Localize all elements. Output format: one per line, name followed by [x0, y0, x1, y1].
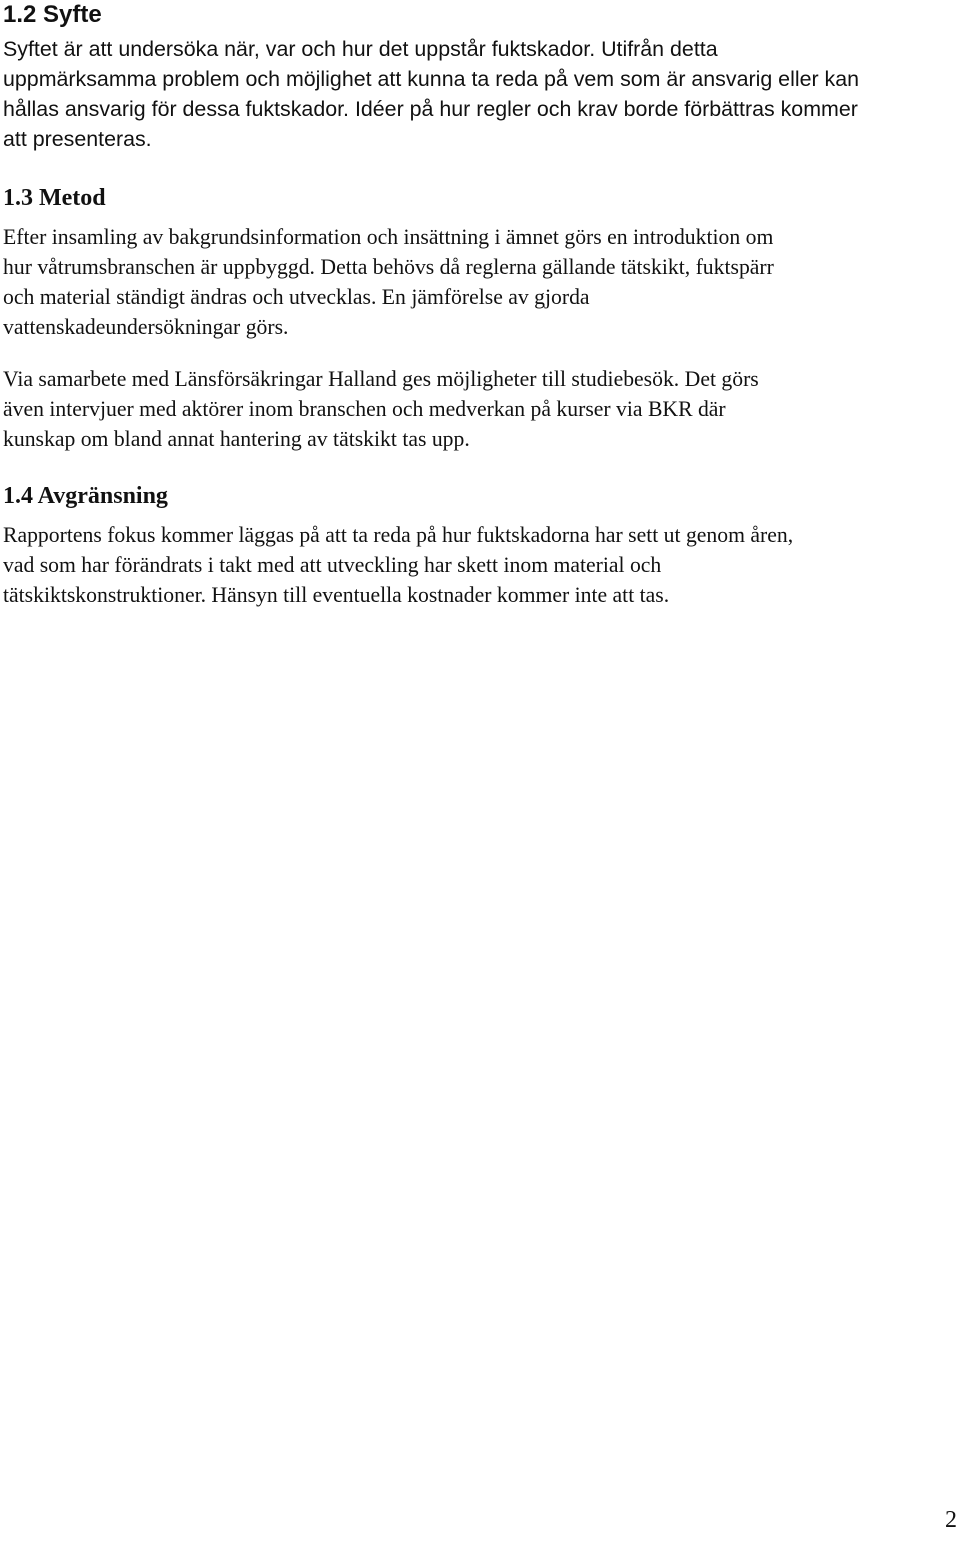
section-avgransning: [3, 483, 958, 607]
paragraph-line: kunskap om bland annat hantering av tätskikt tas upp.: [3, 427, 470, 451]
section-heading-avgransning: 1.4 Avgränsning: [3, 483, 168, 509]
paragraph-line: Syftet är att undersöka när, var och hur det uppstår fuktskador. Utifrån detta: [3, 37, 718, 61]
paragraph-line: vattenskadeundersökningar görs.: [3, 315, 289, 339]
paragraph-line: att presenteras.: [3, 127, 152, 151]
section-metod: [3, 185, 958, 451]
section-syfte: [3, 0, 958, 151]
paragraph-line: även intervjuer med aktörer inom branschen och medverkan på kurser via BKR där: [3, 397, 726, 421]
paragraph-line: vad som har förändrats i takt med att utveckling har skett inom material och: [3, 553, 662, 577]
paragraph-line: och material ständigt ändras och utvecklas. En jämförelse av gjorda: [3, 285, 590, 309]
section-heading-syfte: 1.2 Syfte: [3, 1, 102, 28]
paragraph-line: uppmärksamma problem och möjlighet att kunna ta reda på vem som är ansvarig eller kan: [3, 67, 860, 91]
paragraph-line: hållas ansvarig för dessa fuktskador. Idéer på hur regler och krav borde förbättras kommer: [3, 97, 858, 121]
page-number: 2: [945, 1507, 957, 1533]
paragraph-line: Efter insamling av bakgrundsinformation och insättning i ämnet görs en introduktion om: [3, 225, 774, 249]
paragraph-line: hur våtrumsbranschen är uppbyggd. Detta behövs då reglerna gällande tätskikt, fuktspärr: [3, 255, 774, 279]
paragraph-syfte: [3, 34, 859, 154]
section-heading-metod: 1.3 Metod: [3, 185, 106, 211]
paragraph-line: Via samarbete med Länsförsäkringar Halland ges möjligheter till studiebesök. Det görs: [3, 367, 759, 391]
paragraph-line: Rapportens fokus kommer läggas på att ta reda på hur fuktskadorna har sett ut genom åren,: [3, 523, 794, 547]
paragraph-metod-2: [3, 364, 759, 454]
paragraph-line: tätskiktskonstruktioner. Hänsyn till eventuella kostnader kommer inte att tas.: [3, 583, 670, 607]
paragraph-avgransning: [3, 520, 793, 610]
paragraph-metod-1: [3, 222, 774, 342]
